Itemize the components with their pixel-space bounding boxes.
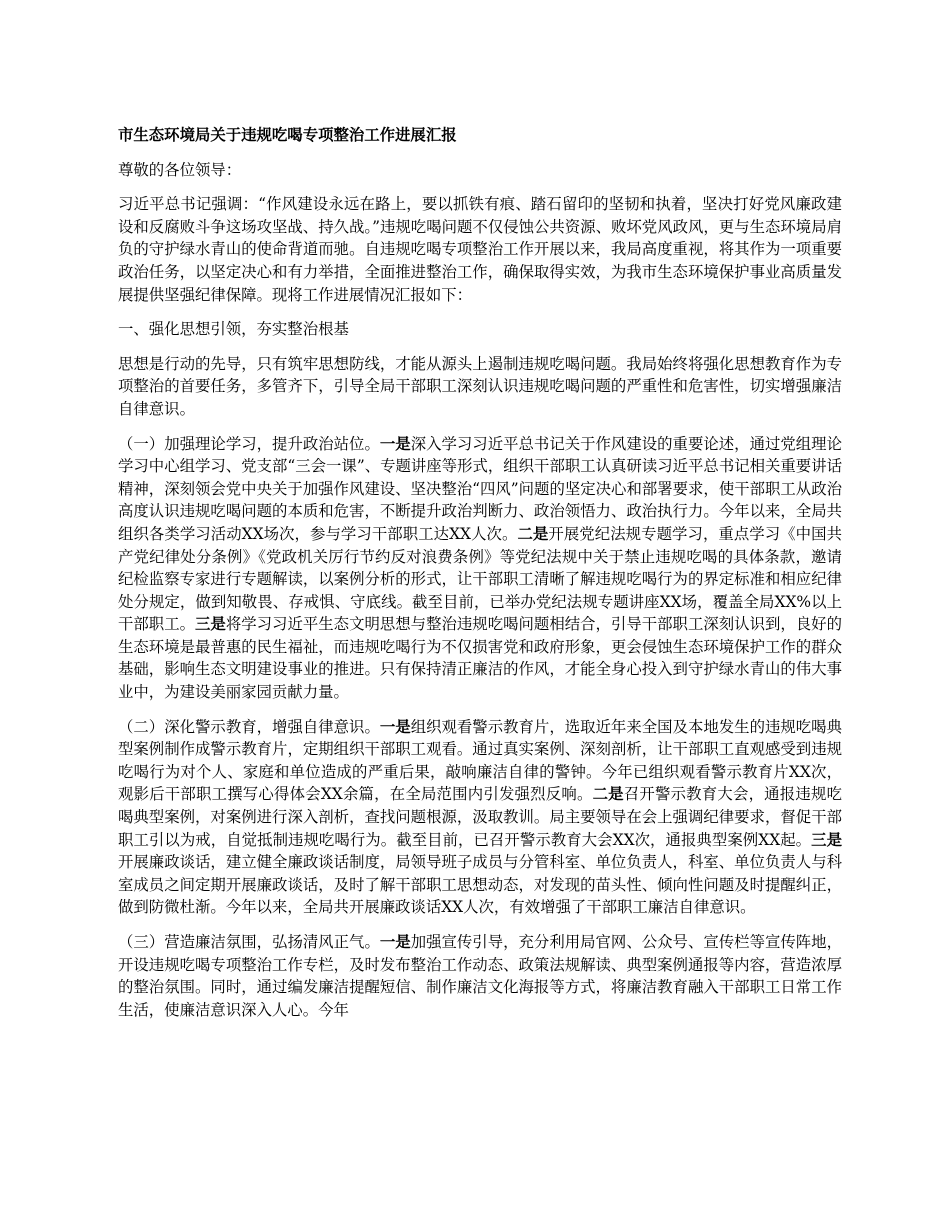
point-text: 深入学习习近平总书记关于作风建设的重要论述，通过党组理论学习中心组学习、党支部“三会一课”、专题讲座等形式，组织干部职工认真研读习近平总书记相关重要讲话精神，深刻领会党中央关于加强作风建设、坚决整治“四风”问题的坚定决心和部署要求，使干部职工从政治高度认识违规吃喝问题的本质和危害，不断提升政治判断力、政治领悟力、政治执行力。今年以来，全局共组织各类学习活动XX场次，参与学习干部职工达XX人次。 (118, 434, 842, 543)
paragraph-warning-education (118, 716, 842, 919)
section-heading-1: 一、强化思想引领，夯实整治根基 (118, 320, 349, 339)
point-marker: 一是 (379, 717, 411, 736)
point-text: 加强宣传引导，充分利用局官网、公众号、宣传栏等宣传阵地，开设违规吃喝专项整治工作专栏，及时发布整治工作动态、政策法规解读、典型案例通报等内容，营造浓厚的整治氛围。同时，通过编发廉洁提醒短信、制作廉洁文化海报等方式，将廉洁教育融入干部职工日常工作生活，使廉洁意识深入人心。今年 (118, 933, 842, 1019)
point-marker: 三是 (811, 830, 842, 849)
paragraph-clean-atmosphere (118, 931, 842, 1021)
subheading: （三）营造廉洁氛围，弘扬清风正气。 (118, 933, 380, 951)
salutation: 尊敬的各位领导： (118, 160, 242, 179)
point-text: 召开警示教育大会，通报违规吃喝典型案例，对案例进行深入剖析，查找问题根源，汲取教训。局主要领导在会上强调纪律要求，督促干部职工引以为戒，自觉抵制违规吃喝行为。截至目前，已召开警示教育大会XX次，通报典型案例XX起。 (118, 785, 842, 849)
point-text: 将学习习近平生态文明思想与整治违规吃喝问题相结合，引导干部职工深刻认识到，良好的生态环境是最普惠的民生福祉，而违规吃喝行为不仅损害党和政府形象，更会侵蚀生态环境保护工作的群众基础，影响生态文明建设事业的推进。只有保持清正廉洁的作风，才能全身心投入到守护绿水青山的伟大事业中，为建设美丽家园贡献力量。 (118, 615, 842, 702)
point-marker: 一是 (379, 434, 411, 453)
document-title: 市生态环境局关于违规吃喝专项整治工作进展汇报 (118, 126, 457, 144)
point-text: 开展廉政谈话，建立健全廉政谈话制度，局领导班子成员与分管科室、单位负责人，科室、单位负责人与科室成员之间定期开展廉政谈话，及时了解干部职工思想动态，对发现的苗头性、倾向性问题及时提醒纠正，做到防微杜渐。今年以来，全局共开展廉政谈话XX人次，有效增强了干部职工廉洁自律意识。 (118, 853, 842, 917)
point-marker: 二是 (517, 524, 549, 543)
document-page (118, 124, 842, 1033)
section-intro-paragraph: 思想是行动的先导，只有筑牢思想防线，才能从源头上遏制违规吃喝问题。我局始终将强化思想教育作为专项整治的首要任务，多管齐下，引导全局干部职工深刻认识违规吃喝问题的严重性和危害性，切实增强廉洁自律意识。 (118, 354, 842, 418)
subheading: （一）加强理论学习，提升政治站位。 (118, 434, 380, 453)
point-text: 开展党纪法规专题学习，重点学习《中国共产党纪律处分条例》《党政机关厉行节约反对浪费条例》等党纪法规中关于禁止违规吃喝的具体条款，邀请纪检监察专家进行专题解读，以案例分析的形式，让干部职工清晰了解违规吃喝行为的界定标准和相应纪律处分规定，做到知敬畏、存戒惧、守底线。截至目前，已举办党纪法规专题讲座XX场，覆盖全局XX%以上干部职工。 (118, 524, 842, 634)
point-text: 组织观看警示教育片，选取近年来全国及本地发生的违规吃喝典型案例制作成警示教育片，定期组织干部职工观看。通过真实案例、深刻剖析，让干部职工直观感受到违规吃喝行为对个人、家庭和单位造成的严重后果，敲响廉洁自律的警钟。今年已组织观看警示教育片XX次，观影后干部职工撰写心得体会XX余篇，在全局范围内引发强烈反响。 (118, 717, 842, 804)
intro-paragraph: 习近平总书记强调：“作风建设永远在路上，要以抓铁有痕、踏石留印的坚韧和执着，坚决打好党风廉政建设和反腐败斗争这场攻坚战、持久战。”违规吃喝问题不仅侵蚀公共资源、败坏党风政风，更与生态环境局肩负的守护绿水青山的使命背道而驰。自违规吃喝专项整治工作开展以来，我局高度重视，将其作为一项重要政治任务，以坚定决心和有力举措，全面推进整治工作，确保取得实效，为我市生态环境保护事业高质量发展提供坚强纪律保障。现将工作进展情况汇报如下： (118, 195, 842, 304)
paragraph-theory-study (118, 433, 842, 704)
subheading: （二）深化警示教育，增强自律意识。 (118, 717, 380, 736)
point-marker: 三是 (195, 615, 226, 634)
point-marker: 一是 (379, 933, 411, 951)
point-marker: 二是 (592, 785, 624, 804)
